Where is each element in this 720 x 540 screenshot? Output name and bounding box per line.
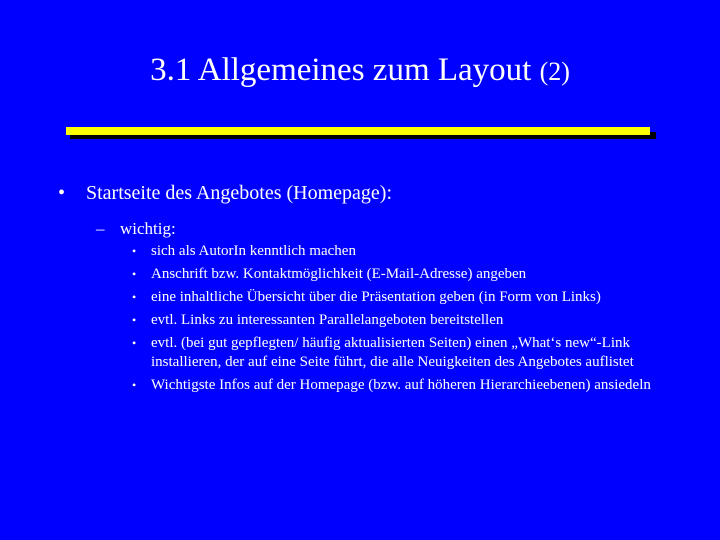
bullet-level1-marker: • [58, 182, 66, 204]
title-rule [66, 127, 650, 135]
bullet-level3-marker: • [132, 336, 137, 350]
bullet-level3-marker: • [132, 267, 137, 281]
bullet-level3-item [132, 334, 662, 372]
slide-title [0, 50, 720, 92]
bullet-level3-marker: • [132, 313, 137, 327]
bullet-level2-text: wichtig: [120, 219, 176, 238]
bullet-level3-marker: • [132, 244, 137, 258]
slide-title-suffix: (2) [539, 57, 570, 86]
bullet-level3-text: evtl. Links zu interessanten Parallelangeboten bereitstellen [151, 312, 504, 328]
slide-title-text: 3.1 Allgemeines zum Layout [150, 52, 532, 88]
bullet-level3-text: eine inhaltliche Übersicht über die Präsentation geben (in Form von Links) [151, 289, 601, 305]
bullet-level3-item [132, 288, 662, 307]
bullet-level3-item [132, 311, 662, 330]
bullet-level2 [96, 218, 176, 240]
bullet-level2-marker: – [96, 219, 105, 238]
bullet-level3-text: Anschrift bzw. Kontaktmöglichkeit (E-Mail-Adresse) angeben [151, 266, 527, 282]
bullet-level3-marker: • [132, 290, 137, 304]
bullet-level3-marker: • [132, 378, 137, 392]
bullet-level3-item [132, 376, 662, 395]
bullet-level3-item [132, 242, 662, 261]
bullet-level3-text: evtl. (bei gut gepflegten/ häufig aktualisierten Seiten) einen „What‘s new“-Link installieren, der auf eine Seite führt, die alle Neuigkeiten des Angebotes auflistet [151, 335, 634, 370]
bullet-level1 [58, 180, 392, 206]
bullet-level1-text: Startseite des Angebotes (Homepage): [86, 182, 393, 204]
bullet-level3-text: sich als AutorIn kenntlich machen [151, 243, 356, 259]
bullet-level3-item [132, 265, 662, 284]
bullet-level3-list [132, 242, 662, 399]
bullet-level3-text: Wichtigste Infos auf der Homepage (bzw. auf höheren Hierarchieebenen) ansiedeln [151, 377, 651, 393]
